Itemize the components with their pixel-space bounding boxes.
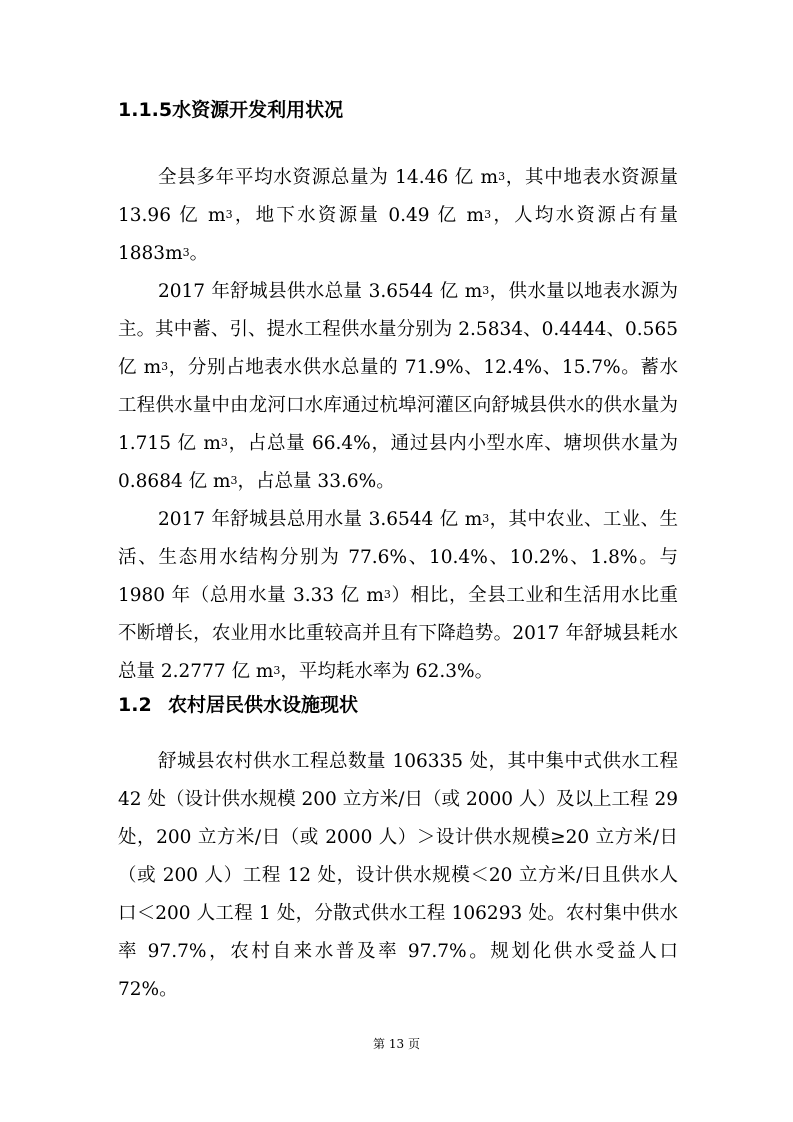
superscript: 3 (383, 588, 391, 601)
section-heading-1-2 (118, 692, 358, 718)
superscript: 3 (225, 208, 233, 221)
section-number: 1.2 (118, 694, 152, 716)
text-run: 2017 年舒城县总用水量 3.6544 亿 m (158, 509, 483, 530)
text-run: ）相比，全县工业和生活用水比重不断增长，农业用水比重较高并且有下降趋势。2017 年舒城县耗水总量 2.2777 亿 m (118, 585, 678, 682)
section-heading-1-1-5 (118, 97, 343, 123)
text-run: ，人均水资源占有量 1883m (118, 205, 678, 264)
paragraph-water-supply (118, 273, 678, 501)
superscript: 3 (482, 284, 490, 297)
text-run: ，平均耗水率为 62.3%。 (280, 661, 494, 682)
page-footer: 第 13 页 (373, 1037, 420, 1051)
text-run: 全县多年平均水资源总量为 14.46 亿 m (158, 167, 499, 188)
text-run: ，供水量以地表水源为主。其中蓄、引、提水工程供水量分别为 2.5834、0.4444、0.565 亿 m (118, 281, 678, 378)
superscript: 3 (482, 512, 490, 525)
superscript: 3 (182, 246, 190, 259)
superscript: 3 (484, 208, 492, 221)
superscript: 3 (230, 474, 238, 487)
paragraph-water-use (118, 501, 678, 691)
text-run: ，其中农业、工业、生活、生态用水结构分别为 77.6%、10.4%、10.2%、1.8%。与 1980 年（总用水量 3.33 亿 m (118, 509, 678, 606)
paragraph-water-resources (118, 159, 678, 273)
section-title: 水资源开发利用状况 (172, 99, 344, 121)
superscript: 3 (161, 360, 169, 373)
text-run: ，地下水资源量 0.49 亿 m (232, 205, 485, 226)
text-run: ，其中地表水资源量 13.96 亿 m (118, 167, 678, 226)
text-run: 。 (189, 243, 209, 264)
text-run: ，占总量 66.4%，通过县内小型水库、塘坝供水量为 0.8684 亿 m (118, 433, 678, 492)
section-title: 农村居民供水设施现状 (168, 694, 359, 716)
text-run: 2017 年舒城县供水总量 3.6544 亿 m (158, 281, 483, 302)
paragraph-rural-supply: 舒城县农村供水工程总数量 106335 处，其中集中式供水工程 42 处（设计供水规模 200 立方米/日（或 2000 人）及以上工程 29 处，200 立方米/日（或 2000 人）＞设计供水规模≥20 立方米/日（或 200 人）工程 12 处，设计供水规模＜20 立方米/日且供水人口＜200 人工程 1 处，分散式供水工程 106293 处。农村集中供水率 97.7%，农村自来水普及率 97.7%。规划化供水受益人口 72%。 (118, 751, 678, 1000)
section-number: 1.1.5 (118, 99, 173, 121)
superscript: 3 (273, 664, 281, 677)
text-run: ，分别占地表水供水总量的 71.9%、12.4%、15.7%。蓄水工程供水量中由龙河口水库通过杭埠河灌区向舒城县供水的供水量为 1.715 亿 m (118, 357, 678, 454)
superscript: 3 (220, 436, 228, 449)
text-run: ，占总量 33.6%。 (237, 471, 395, 492)
superscript: 3 (498, 170, 506, 183)
